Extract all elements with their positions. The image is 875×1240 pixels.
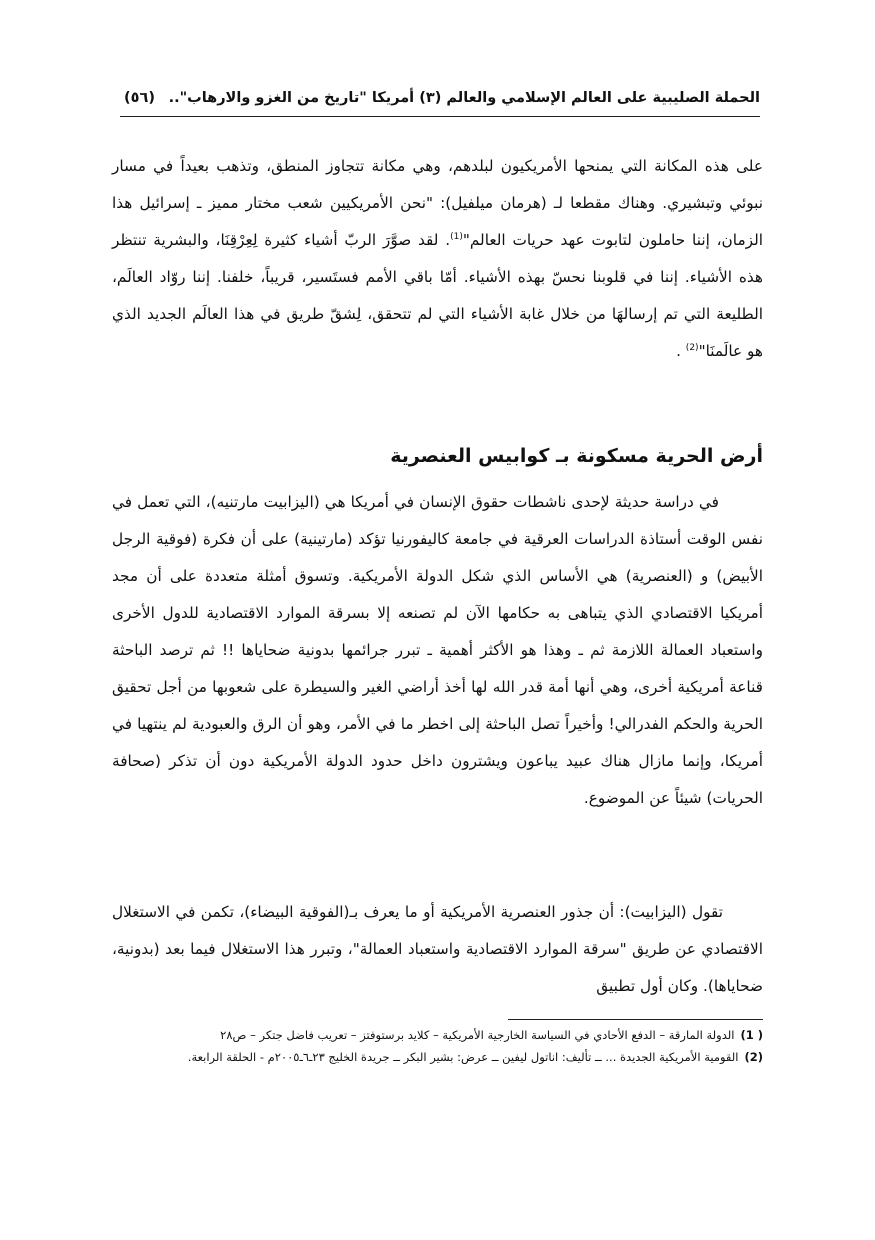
footnote-1 xyxy=(112,1024,763,1046)
running-header xyxy=(120,86,760,117)
paragraph-text: . لقد صوَّرَ الربّ أشياء كثيرة لِعِرْقِنَا، والبشرية تنتظر هذه الأشياء. إننا في قلوبنا نحسّ بهذه الأشياء. أمّا باقي الأمم فستَسير، قريباً، خلفنا. إننا روّاد العالَم، الطليعة التي تم إرسالهَا من خلال غابة الأشياء التي لم تتحقق، لِشقّ طريق في هذا العالَم الجديد الذي هو عالَمنَا" xyxy=(112,231,763,360)
paragraph-study: في دراسة حديثة لإحدى ناشطات حقوق الإنسان في أمريكا هي (اليزابيت مارتنيه)، التي تعمل في نفس الوقت أستاذة الدراسات العرقية في جامعة كاليفورنيا تؤكد (مارتينية) على أن فكرة (فوقية الرجل الأبيض) و (العنصرية) هي الأساس الذي شكل الدولة الأمريكية. وتسوق أمثلة متعددة على أن مجد أمريكيا الاقتصادي الذي يتباهى به حكامها الآن لم تصنعه إلا بسرقة الموارد الاقتصادية للدول الأخرى واستعباد العمالة اللازمة ثم ـ وهذا هو الأكثر أهمية ـ تبرر جرائمها بدونية ضحاياها !! ثم ترصد الباحثة قناعة أمريكية أخرى، وهي أنها أمة قدر الله لها أخذ أراضي الغير والسيطرة على شعوبها من أجل تحقيق الحرية والحكم الفدرالي! وأخيراً تصل الباحثة إلى اخطر ما في الأمر، وهو أن الرق والعبودية لم ينتهيا في أمريكا، وإنما مازال هناك عبيد يباعون ويشترون داخل حدود الدولة الأمريكية دون أن تذكر (صحافة الحريات) شيئاً عن الموضوع. xyxy=(112,493,763,807)
header-title: الحملة الصليبية على العالم الإسلامي والعالم (٣) أمريكا "تاريخ من الغزو والارهاب".. xyxy=(168,90,760,106)
section-heading: أرض الحرية مسكونة بـ كوابيس العنصرية xyxy=(390,445,763,467)
paragraph-quote xyxy=(112,148,763,370)
paragraph-text: . xyxy=(676,342,686,360)
footnote-marker: (2) xyxy=(744,1050,763,1064)
footnote-ref: (1) xyxy=(450,231,463,242)
footnote-text: الدولة المارقة – الدفع الأحادي في السياسة الخارجية الأمريكية – كلايد برستوفتز – تعريب فاضل جتكر – ص٢٨ xyxy=(220,1028,735,1042)
footnote-ref: (2) xyxy=(685,342,699,353)
page-number: (٥٦) xyxy=(124,90,155,106)
paragraph-roots: تقول (اليزابيت): أن جذور العنصرية الأمريكية أو ما يعرف بـ(الفوقية البيضاء)، تكمن في الاستغلال الاقتصادي عن طريق "سرقة الموارد الاقتصادية واستعباد العمالة"، وتبرر هذا الاستغلال فيما بعد (بدونية، ضحاياها). وكان أول تطبيق xyxy=(112,903,763,995)
paragraph-text: على هذه المكانة التي يمنحها الأمريكيون لبلدهم، وهي مكانة تتجاوز المنطق، وتذهب بعيداً في مسار نبوئي وتبشيري. وهناك مقطعا لـ (هرمان ميلفيل): "نحن الأمريكيين شعب مختار مميز ـ إسرائيل هذا الزمان، إننا حاملون لتابوت عهد حريات العالم" xyxy=(112,157,763,249)
footnotes xyxy=(112,1024,763,1068)
footnote-marker: ( 1) xyxy=(740,1028,763,1042)
footnote-2 xyxy=(112,1046,763,1068)
footnote-divider xyxy=(508,1019,763,1020)
footnote-text: القومية الأمريكية الجديدة ... ــ تأليف: اناتول ليفين ــ عرض: بشير البكر ــ جريدة الخليج ٢٣ـ٦ـ٢٠٠٥م - الحلقة الرابعة. xyxy=(187,1050,739,1064)
